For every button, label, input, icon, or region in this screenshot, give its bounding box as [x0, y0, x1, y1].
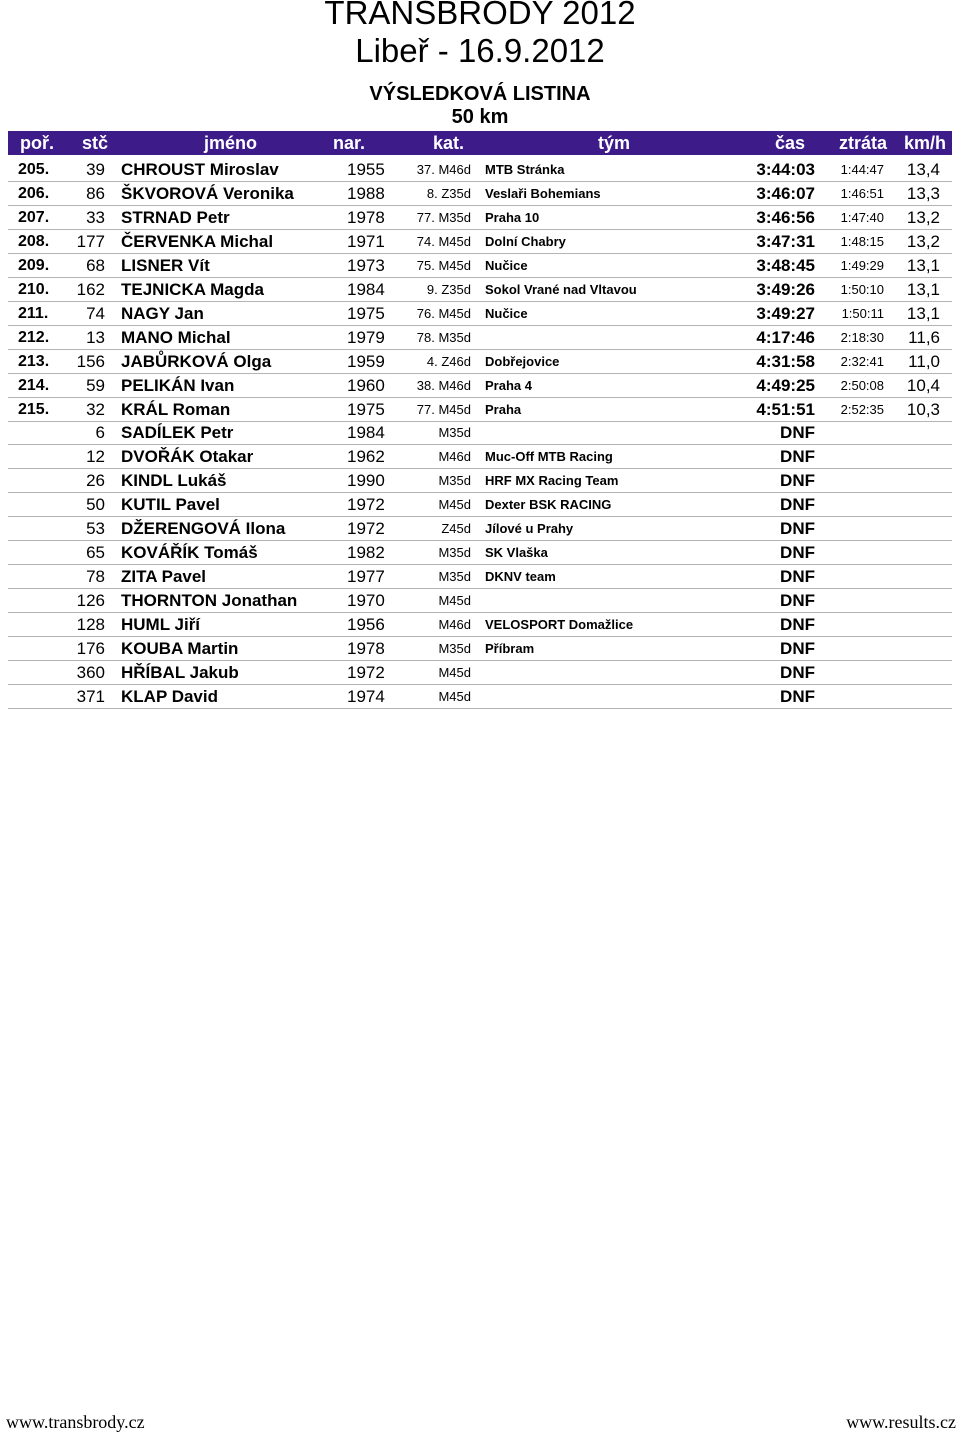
header-team: tým: [598, 133, 631, 153]
distance-label: 50 km: [451, 106, 509, 128]
row-team: MTB Stránka: [485, 162, 565, 177]
table-row: [8, 565, 952, 589]
row-year: 1982: [347, 543, 385, 563]
table-row: [8, 685, 952, 709]
row-gap: [812, 445, 884, 469]
row-gap: 2:52:35: [840, 401, 884, 417]
row-team: Veslaři Bohemians: [485, 185, 601, 201]
table-row: [8, 254, 952, 278]
table-row: [8, 374, 952, 398]
row-time: 3:46:07: [756, 183, 815, 203]
row-gap: [812, 541, 884, 565]
row-speed: [884, 565, 940, 589]
table-row: [8, 589, 952, 613]
row-name: NAGY Jan: [121, 303, 204, 323]
table-row: [8, 326, 952, 350]
row-position: 209.: [18, 256, 50, 274]
table-row: [8, 421, 952, 445]
row-bib: 12: [86, 447, 105, 467]
row-name: KUTIL Pavel: [121, 495, 220, 515]
row-category: 38. M46d: [416, 377, 471, 393]
row-name: ZITA Pavel: [121, 567, 207, 587]
row-bib: 86: [86, 183, 105, 203]
row-bib: 126: [76, 591, 105, 611]
footer-link-results[interactable]: www.results.cz: [846, 1412, 956, 1432]
row-bib: 74: [86, 303, 105, 323]
row-name: KOVÁŘÍK Tomáš: [121, 543, 258, 563]
row-time: 3:46:56: [756, 207, 815, 227]
row-team: Muc-Off MTB Racing: [485, 449, 613, 465]
row-year: 1979: [347, 327, 385, 347]
row-gap: 1:47:40: [840, 209, 884, 225]
row-gap: [812, 469, 884, 493]
row-gap: [812, 517, 884, 541]
row-gap: [812, 421, 884, 445]
row-year: 1990: [347, 471, 385, 491]
row-bib: 59: [86, 375, 105, 395]
row-gap: 1:49:29: [840, 257, 884, 273]
table-row: [8, 350, 952, 374]
row-name: HŘÍBAL Jakub: [121, 663, 239, 682]
row-category: M45d: [438, 593, 471, 609]
row-gap: 2:18:30: [840, 329, 884, 345]
row-category: 78. M35d: [416, 329, 471, 345]
row-year: 1971: [347, 231, 385, 251]
table-row: [8, 613, 952, 637]
row-gap: [812, 637, 884, 661]
row-time: DNF: [780, 471, 815, 491]
row-year: 1956: [347, 615, 385, 634]
row-year: 1975: [347, 303, 385, 323]
table-row: [8, 182, 952, 206]
row-category: M35d: [438, 425, 471, 441]
row-category: M45d: [438, 665, 471, 680]
header-position: poř.: [20, 133, 54, 153]
row-speed: 11,6: [908, 327, 940, 347]
row-speed: 13,2: [906, 231, 940, 251]
table-row: [8, 517, 952, 541]
row-bib: 6: [95, 423, 105, 443]
row-team: VELOSPORT Domažlice: [485, 617, 634, 632]
row-bib: 176: [76, 639, 105, 658]
row-team: Dobřejovice: [485, 353, 560, 369]
header-year: nar.: [333, 133, 366, 153]
row-time: DNF: [780, 686, 815, 706]
row-bib: 177: [76, 231, 105, 251]
row-team: HRF MX Racing Team: [485, 473, 619, 489]
row-time: 3:49:26: [756, 279, 815, 299]
row-position: 214.: [18, 376, 50, 394]
row-bib: 39: [86, 160, 105, 179]
row-category: M46d: [438, 449, 471, 465]
row-name: STRNAD Petr: [121, 207, 230, 227]
row-year: 1984: [347, 423, 385, 443]
table-row: [8, 302, 952, 326]
row-time: DNF: [780, 519, 815, 539]
row-time: DNF: [780, 495, 815, 515]
row-team: Příbram: [485, 641, 535, 656]
row-bib: 156: [76, 351, 105, 371]
row-position: 210.: [18, 280, 50, 298]
row-position: 215.: [18, 400, 50, 418]
event-title: TRANSBRODY 2012: [324, 0, 636, 31]
row-speed: 13,1: [906, 279, 940, 299]
row-gap: [812, 589, 884, 613]
row-speed: [884, 421, 940, 445]
row-time: DNF: [780, 663, 815, 682]
row-time: 4:49:25: [756, 375, 815, 395]
row-team: Nučice: [485, 257, 528, 273]
row-time: DNF: [780, 543, 815, 563]
row-name: ČERVENKA Michal: [121, 231, 274, 251]
header-speed: km/h: [904, 133, 947, 153]
row-speed: [884, 541, 940, 565]
table-row: [8, 469, 952, 493]
row-year: 1978: [347, 639, 385, 658]
row-category: M35d: [438, 569, 471, 585]
row-year: 1970: [347, 591, 385, 611]
row-category: 9. Z35d: [426, 281, 471, 297]
table-row: [8, 158, 952, 182]
row-year: 1972: [347, 519, 385, 539]
row-team: Jílové u Prahy: [485, 521, 574, 537]
row-position: 208.: [18, 232, 50, 250]
table-row: [8, 278, 952, 302]
row-gap: [812, 685, 884, 709]
footer-link-transbrody[interactable]: www.transbrody.cz: [6, 1412, 145, 1432]
row-speed: 13,4: [906, 160, 940, 179]
row-year: 1988: [347, 183, 385, 203]
row-name: DŽERENGOVÁ Ilona: [121, 519, 286, 539]
row-speed: 13,1: [906, 255, 940, 275]
row-bib: 26: [86, 471, 105, 491]
row-name: TEJNICKA Magda: [121, 279, 264, 299]
table-row: [8, 493, 952, 517]
row-time: 3:47:31: [756, 231, 815, 251]
row-year: 1977: [347, 567, 385, 587]
row-time: 3:49:27: [756, 303, 815, 323]
table-row: [8, 541, 952, 565]
row-name: DVOŘÁK Otakar: [121, 447, 254, 467]
table-row: [8, 445, 952, 469]
row-position: 212.: [18, 328, 50, 346]
table-row: [8, 661, 952, 685]
row-gap: 2:32:41: [840, 353, 884, 369]
row-bib: 13: [86, 327, 105, 347]
row-time: 4:17:46: [756, 327, 815, 347]
row-team: Praha 10: [485, 209, 540, 225]
row-gap: 2:50:08: [840, 377, 884, 393]
row-position: 206.: [18, 184, 50, 202]
row-name: MANO Michal: [121, 327, 231, 347]
row-name: LISNER Vít: [121, 255, 210, 275]
row-time: 3:44:03: [756, 160, 815, 179]
header-category: kat.: [433, 133, 465, 153]
row-category: M46d: [438, 617, 471, 632]
row-name: HUML Jiří: [121, 615, 201, 634]
row-category: 74. M45d: [416, 233, 471, 249]
row-speed: 13,2: [906, 207, 940, 227]
row-speed: [884, 445, 940, 469]
table-row: [8, 398, 952, 422]
row-position: 211.: [18, 304, 49, 322]
row-bib: 33: [86, 207, 105, 227]
row-bib: 65: [86, 543, 105, 563]
row-time: 4:51:51: [756, 399, 815, 419]
row-category: M35d: [438, 473, 471, 489]
row-name: ŠKVOROVÁ Veronika: [121, 183, 294, 203]
row-team: Praha 4: [485, 377, 532, 393]
row-time: 4:31:58: [756, 351, 815, 371]
row-name: KRÁL Roman: [121, 399, 231, 419]
row-speed: [884, 517, 940, 541]
row-year: 1962: [347, 447, 385, 467]
row-name: PELIKÁN Ivan: [121, 375, 235, 395]
row-gap: [812, 493, 884, 517]
row-name: CHROUST Miroslav: [121, 160, 279, 179]
row-gap: [812, 661, 884, 685]
header-name: jméno: [204, 133, 258, 153]
row-category: Z45d: [441, 521, 471, 537]
row-gap: 1:44:47: [840, 162, 884, 177]
row-name: KINDL Lukáš: [121, 471, 227, 491]
row-bib: 371: [76, 686, 105, 706]
header-gap: ztráta: [839, 133, 888, 153]
event-place-date: Libeř - 16.9.2012: [355, 32, 605, 69]
results-heading: VÝSLEDKOVÁ LISTINA: [369, 83, 591, 105]
row-year: 1984: [347, 279, 385, 299]
row-category: 77. M35d: [416, 209, 471, 225]
row-speed: 11,0: [908, 351, 940, 371]
row-name: THORNTON Jonathan: [121, 591, 298, 611]
row-gap: [812, 565, 884, 589]
row-gap: 1:50:11: [841, 305, 884, 321]
row-year: 1955: [347, 160, 385, 179]
row-time: DNF: [780, 591, 815, 611]
row-team: Nučice: [485, 305, 528, 321]
row-bib: 360: [76, 663, 105, 682]
row-team: Praha: [485, 401, 522, 417]
row-category: 37. M46d: [416, 162, 471, 177]
row-time: DNF: [780, 615, 815, 634]
row-year: 1959: [347, 351, 385, 371]
row-speed: 10,3: [906, 399, 940, 419]
row-year: 1960: [347, 375, 385, 395]
row-time: 3:48:45: [756, 255, 815, 275]
row-category: 75. M45d: [416, 257, 471, 273]
row-year: 1972: [347, 495, 385, 515]
row-gap: 1:46:51: [840, 185, 884, 201]
row-year: 1972: [347, 663, 385, 682]
row-category: M45d: [438, 688, 471, 704]
row-team: SK Vlaška: [485, 545, 548, 561]
row-name: JABŮRKOVÁ Olga: [121, 351, 272, 371]
row-year: 1975: [347, 399, 385, 419]
row-year: 1974: [347, 686, 385, 706]
row-year: 1978: [347, 207, 385, 227]
row-category: 8. Z35d: [426, 185, 471, 201]
table-row: [8, 637, 952, 661]
row-bib: 50: [86, 495, 105, 515]
row-speed: 13,1: [906, 303, 940, 323]
row-category: M45d: [438, 497, 471, 513]
row-team: Dexter BSK RACING: [485, 497, 612, 513]
row-name: KLAP David: [121, 686, 218, 706]
row-bib: 68: [86, 255, 105, 275]
row-position: 213.: [18, 352, 50, 370]
row-gap: 1:48:15: [840, 233, 884, 249]
row-time: DNF: [780, 567, 815, 587]
row-team: Sokol Vrané nad Vltavou: [485, 281, 637, 297]
row-category: 4. Z46d: [426, 353, 471, 369]
row-time: DNF: [780, 423, 815, 443]
row-year: 1973: [347, 255, 385, 275]
row-bib: 162: [76, 279, 105, 299]
row-category: 76. M45d: [416, 305, 471, 321]
row-bib: 128: [76, 615, 105, 634]
row-bib: 78: [86, 567, 105, 587]
row-position: 205.: [18, 161, 50, 178]
table-row: [8, 206, 952, 230]
row-speed: [884, 661, 940, 685]
row-time: DNF: [780, 639, 815, 658]
row-speed: 10,4: [906, 375, 940, 395]
row-bib: 32: [86, 399, 105, 419]
row-position: 207.: [18, 208, 50, 226]
row-speed: [884, 493, 940, 517]
row-speed: [884, 685, 940, 709]
row-category: 77. M45d: [416, 401, 471, 417]
row-speed: [884, 589, 940, 613]
row-name: KOUBA Martin: [121, 639, 239, 658]
table-row: [8, 230, 952, 254]
row-gap: 1:50:10: [840, 281, 884, 297]
row-bib: 53: [86, 519, 105, 539]
row-category: M35d: [438, 641, 471, 656]
row-team: Dolní Chabry: [485, 233, 566, 249]
row-category: M35d: [438, 545, 471, 561]
row-speed: 13,3: [906, 183, 940, 203]
row-name: SADÍLEK Petr: [121, 423, 234, 443]
row-gap: [812, 613, 884, 637]
row-speed: [884, 637, 940, 661]
header-time: čas: [775, 133, 806, 153]
table-header: [8, 131, 952, 155]
header-bib: stč: [82, 133, 109, 153]
row-speed: [884, 469, 940, 493]
row-speed: [884, 613, 940, 637]
row-team: DKNV team: [485, 569, 556, 585]
row-time: DNF: [780, 447, 815, 467]
